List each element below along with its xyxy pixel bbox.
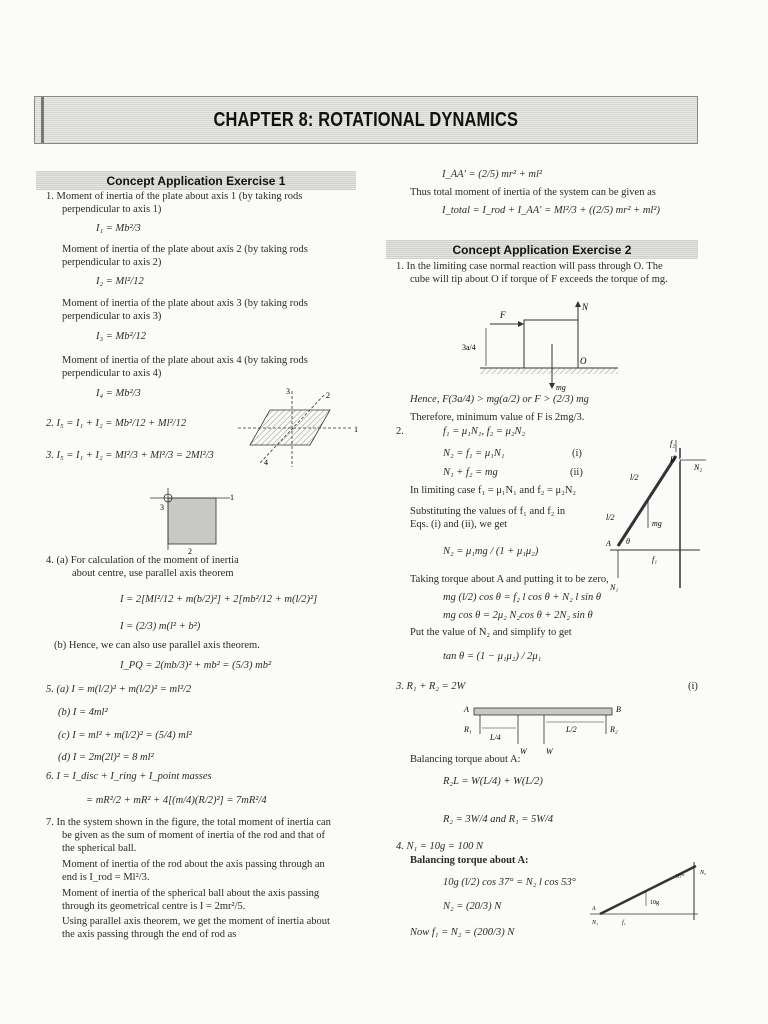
text-line: be given as the sum of moment of inertia of the rod and that of: [62, 830, 326, 841]
equation-line: tan θ = (1 − μ₁μ₂) / 2μ₁: [443, 651, 542, 662]
axis-label: 1: [230, 493, 234, 502]
text-line: perpendicular to axis 2): [62, 257, 162, 268]
arrow-head: [575, 301, 581, 307]
text-line: (ii): [570, 467, 583, 478]
equation-line: 3. R₁ + R₂ = 2W: [396, 681, 466, 692]
text-line: Substituting the values of f₁ and f₂ in: [410, 506, 566, 517]
chapter-banner: [34, 96, 698, 144]
section-heading-left: Concept Application Exercise 1: [36, 171, 356, 190]
plate-shape: [250, 410, 330, 445]
label: f₁: [622, 920, 626, 926]
label: A: [592, 906, 596, 912]
equation-line: mg (l/2) cos θ = f₂ l cos θ + N₂ l sin θ: [443, 592, 601, 603]
label: N₂: [694, 463, 703, 472]
equation-line: I₄ = Mb²/3: [96, 388, 141, 399]
text-line: 1. In the limiting case normal reaction will pass through O. The: [396, 261, 663, 272]
text-line: perpendicular to axis 3): [62, 311, 162, 322]
label-N: N: [582, 302, 589, 312]
label: B: [616, 705, 621, 714]
text-line: 4. (a) For calculation of the moment of inertia: [46, 555, 239, 566]
text-line: Using parallel axis theorem, we get the moment of inertia about: [62, 916, 330, 927]
label: l/2: [630, 473, 639, 482]
equation-line: 2. I₅ = I₁ + I₂ = Mb²/12 + Ml²/12: [46, 418, 187, 429]
cube-figure: [460, 298, 620, 394]
plate-shape: [168, 498, 216, 544]
equation-line: Hence, F(3a/4) > mg(a/2) or F > (2/3) mg: [410, 394, 589, 405]
text-line: Put the value of N₂ and simplify to get: [410, 627, 572, 638]
cube-shape: [524, 320, 578, 368]
text-line: Moment of inertia of the rod about the axis passing through an: [62, 859, 325, 870]
equation-line: R₂ = 3W/4 and R₁ = 5W/4: [443, 814, 554, 825]
label: W: [520, 747, 527, 756]
equation-line: = mR²/2 + mR² + 4[(m/4)(R/2)²] = 7mR²/4: [86, 795, 267, 806]
equation-line: I₁ = Mb²/3: [96, 223, 141, 234]
axis-label: 1: [354, 425, 358, 434]
small-ladder-figure: [586, 858, 716, 928]
text-line: Moment of inertia of the spherical ball about the axis passing: [62, 888, 320, 899]
label: N₁: [610, 583, 619, 592]
equation-line: I₂ = Ml²/12: [96, 276, 144, 287]
text-line: Eqs. (i) and (ii), we get: [410, 519, 508, 530]
equation-line: (c) I = ml² + m(l/2)² = (5/4) ml²: [58, 730, 192, 741]
equation-line: mg cos θ = 2μ₂ N₂cos θ + 2N₂ sin θ: [443, 610, 593, 621]
text-line: In limiting case f₁ = μ₁N₁ and f₂ = μ₂N₂: [410, 485, 577, 496]
label: l/2: [606, 513, 615, 522]
text-line: the spherical ball.: [62, 843, 137, 854]
equation-line: Now f₁ = N₂ = (200/3) N: [410, 927, 515, 938]
ladder-inner: [623, 458, 681, 548]
square-figure: [150, 488, 250, 556]
equation-line: N₂ = f₁ = μ₁N₁: [443, 448, 505, 459]
equation-line: I_total = I_rod + I_AA′ = Ml²/3 + ((2/5) mr² + ml²): [442, 205, 660, 216]
label: mg: [652, 519, 662, 528]
label-O: O: [580, 356, 587, 366]
label-F: F: [500, 310, 506, 320]
equation-line: N₂ = (20/3) N: [443, 901, 502, 912]
text-line: 2.: [396, 426, 404, 437]
axis-label: 4: [264, 458, 268, 467]
axis-label: 3: [160, 503, 164, 512]
axes-figure: [230, 385, 360, 475]
text-line: Moment of inertia of the plate about axis 2 (by taking rods: [62, 244, 308, 255]
text-line: Moment of inertia of the plate about axis 3 (by taking rods: [62, 298, 308, 309]
equation-line: I_AA′ = (2/5) mr² + ml²: [442, 169, 543, 180]
equation-line: I = (2/3) m(l² + b²): [120, 621, 201, 632]
text-line: Moment of inertia of the plate about axis 4 (by taking rods: [62, 355, 308, 366]
text-line: (i): [688, 681, 698, 692]
label: L/2: [566, 725, 577, 734]
label: 37°: [676, 874, 685, 880]
equation-line: (d) I = 2m(2l)² = 8 ml²: [58, 752, 154, 763]
equation-line: R₂L = W(L/4) + W(L/2): [443, 776, 543, 787]
axis-label: 2: [188, 547, 192, 556]
text-line: perpendicular to axis 4): [62, 368, 162, 379]
equation-line: f₁ = μ₁N₁, f₂ = μ₂N₂: [443, 426, 526, 437]
label-mg: mg: [556, 383, 566, 392]
label: f₁: [652, 555, 658, 564]
label: θ: [626, 537, 630, 546]
text-line: perpendicular to axis 1): [62, 204, 162, 215]
ladder-figure: [590, 438, 710, 598]
equation-line: N₁ + f₂ = mg: [443, 467, 498, 478]
label: R₁: [464, 725, 472, 734]
text-line: end is I_rod = Ml²/3.: [62, 872, 150, 883]
label: A: [464, 705, 469, 714]
beam-figure: [460, 700, 630, 758]
label-3a4: 3a/4: [462, 343, 476, 352]
label: A: [606, 539, 611, 548]
equation-line: (b) I = 4ml²: [58, 707, 108, 718]
axis-label: 3: [286, 387, 290, 396]
label: f₂: [670, 439, 676, 448]
equation-line: 10g (l/2) cos 37° = N₂ l cos 53°: [443, 877, 576, 888]
arrow-head: [518, 321, 524, 327]
text-line: (b) Hence, we can also use parallel axis theorem.: [54, 640, 260, 651]
text-line: through its geometrical centre is I = 2mr²/5.: [62, 901, 246, 912]
label: L/4: [490, 733, 501, 742]
text-line: the axis passing through the end of rod as: [62, 929, 237, 940]
text-line: Therefore, minimum value of F is 2mg/3.: [410, 412, 585, 423]
label: 10g: [650, 900, 659, 906]
label: N₁: [592, 920, 599, 926]
text-line: 1. Moment of inertia of the plate about axis 1 (by taking rods: [46, 191, 303, 202]
text-line: Taking torque about A and putting it to be zero,: [410, 574, 609, 585]
equation-line: 4. N₁ = 10g = 100 N: [396, 841, 483, 852]
equation-line: 5. (a) I = m(l/2)² + m(l/2)² = ml²/2: [46, 684, 192, 695]
text-line: Balancing torque about A:: [410, 855, 529, 866]
equation-line: I_PQ = 2(mb/3)² + mb² = (5/3) mb²: [120, 660, 272, 671]
label: B: [670, 455, 675, 464]
text-line: cube will tip about O if torque of F exceeds the torque of mg.: [410, 274, 668, 285]
equation-line: I₃ = Mb²/12: [96, 331, 147, 342]
equation-line: N₂ = μ₁mg / (1 + μ₁μ₂): [443, 546, 539, 557]
equation-line: 6. I = I_disc + I_ring + I_point masses: [46, 771, 212, 782]
equation-line: 3. I₅ = I₁ + I₂ = Ml²/3 + Ml²/3 = 2Ml²/3: [46, 450, 214, 461]
label: R₂: [610, 725, 618, 734]
beam-shape: [474, 708, 612, 715]
text-line: (i): [572, 448, 582, 459]
label: W: [546, 747, 553, 756]
floor-hatch: [480, 368, 618, 374]
axis-label: 2: [326, 391, 330, 400]
equation-line: I = 2[Ml²/12 + m(b/2)²] + 2[mb²/12 + m(l/2)²]: [120, 594, 318, 605]
chapter-title: CHAPTER 8: ROTATIONAL DYNAMICS: [213, 108, 519, 131]
ladder-line: [618, 456, 676, 546]
section-heading-right: Concept Application Exercise 2: [386, 240, 698, 259]
arrow-head: [549, 383, 555, 389]
text-line: Thus total moment of inertia of the system can be given as: [410, 187, 656, 198]
text-line: 7. In the system shown in the figure, the total moment of inertia can: [46, 817, 331, 828]
text-line: Balancing torque about A:: [410, 754, 521, 765]
label: N₂: [700, 870, 707, 876]
text-line: about centre, use parallel axis theorem: [72, 568, 234, 579]
